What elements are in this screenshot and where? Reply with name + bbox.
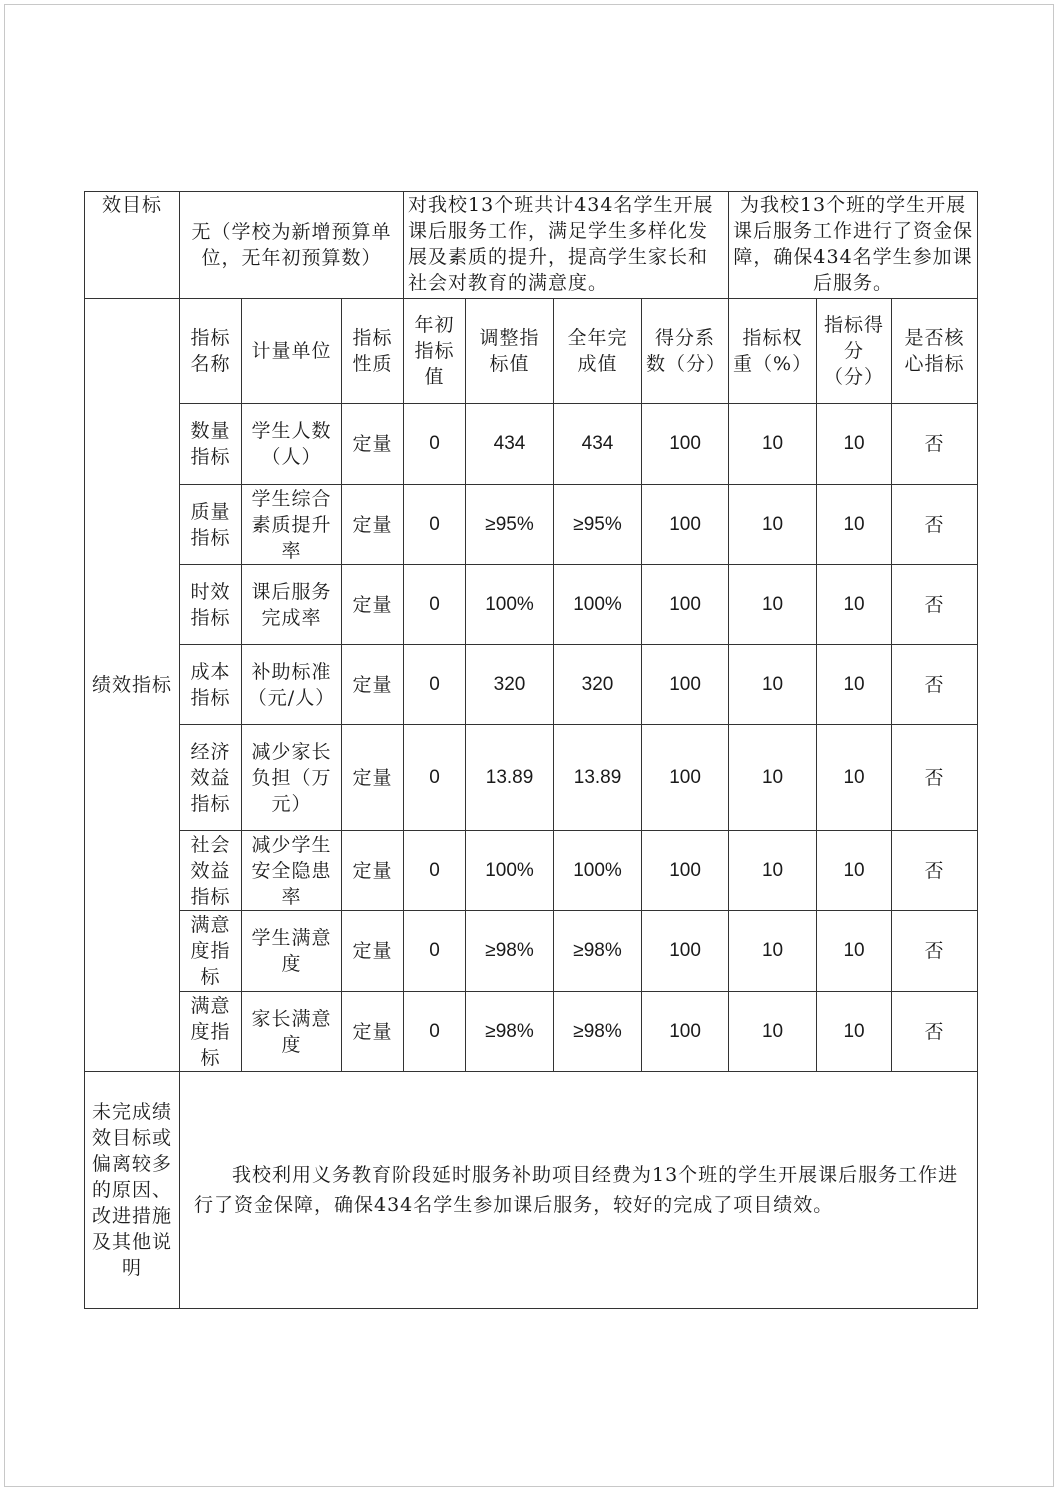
score-coefficient: 100 [642,725,729,831]
indicator-unit: 学生综合素质提升率 [242,485,342,565]
adjusted-value: 320 [466,645,554,725]
initial-value: 0 [404,645,466,725]
note-label: 未完成绩效目标或偏离较多的原因、改进措施及其他说明 [85,1072,180,1309]
header-cell: 全年完成值 [554,299,642,404]
goal-baseline: 无（学校为新增预算单位，无年初预算数） [180,192,404,299]
score-coefficient: 100 [642,404,729,485]
indicator-nature: 定量 [342,565,404,645]
initial-value: 0 [404,725,466,831]
indicator-unit: 补助标准（元/人） [242,645,342,725]
indicator-weight: 10 [729,645,817,725]
header-cell: 指标名称 [180,299,242,404]
adjusted-value: 100% [466,565,554,645]
indicator-name: 时效指标 [180,565,242,645]
indicator-score: 10 [817,831,892,911]
indicator-weight: 10 [729,565,817,645]
table-row [85,911,978,992]
score-coefficient: 100 [642,565,729,645]
indicator-weight: 10 [729,404,817,485]
adjusted-value: 100% [466,831,554,911]
header-cell: 指标性质 [342,299,404,404]
indicator-nature: 定量 [342,485,404,565]
completed-value: 13.89 [554,725,642,831]
indicator-nature: 定量 [342,992,404,1072]
note-text: 我校利用义务教育阶段延时服务补助项目经费为13个班的学生开展课后服务工作进行了资金保障，确保434名学生参加课后服务，较好的完成了项目绩效。 [180,1072,978,1309]
completed-value: 434 [554,404,642,485]
adjusted-value: 434 [466,404,554,485]
goal-label: 效目标 [85,192,180,299]
indicator-score: 10 [817,911,892,992]
completed-value: 320 [554,645,642,725]
goal-actual: 为我校13个班的学生开展课后服务工作进行了资金保障，确保434名学生参加课后服务。 [729,192,978,299]
initial-value: 0 [404,831,466,911]
initial-value: 0 [404,992,466,1072]
core-indicator: 否 [892,645,978,725]
indicator-score: 10 [817,645,892,725]
score-coefficient: 100 [642,992,729,1072]
indicator-name: 数量指标 [180,404,242,485]
indicator-name: 满意度指标 [180,992,242,1072]
adjusted-value: 13.89 [466,725,554,831]
core-indicator: 否 [892,485,978,565]
indicator-score: 10 [817,404,892,485]
indicator-name: 社会效益指标 [180,831,242,911]
indicator-weight: 10 [729,831,817,911]
indicator-nature: 定量 [342,725,404,831]
indicator-header-row [85,299,978,404]
indicator-weight: 10 [729,485,817,565]
goal-expected: 对我校13个班共计434名学生开展课后服务工作，满足学生多样化发展及素质的提升，提高学生家长和社会对教育的满意度。 [404,192,729,299]
indicator-name: 满意度指标 [180,911,242,992]
indicator-nature: 定量 [342,645,404,725]
indicator-unit: 学生满意度 [242,911,342,992]
initial-value: 0 [404,911,466,992]
core-indicator: 否 [892,911,978,992]
indicator-weight: 10 [729,911,817,992]
header-cell: 得分系数（分） [642,299,729,404]
indicator-weight: 10 [729,725,817,831]
indicator-name: 质量指标 [180,485,242,565]
indicator-unit: 减少学生安全隐患率 [242,831,342,911]
adjusted-value: ≥98% [466,911,554,992]
indicator-nature: 定量 [342,404,404,485]
indicator-score: 10 [817,992,892,1072]
initial-value: 0 [404,485,466,565]
indicator-score: 10 [817,725,892,831]
indicator-nature: 定量 [342,911,404,992]
indicator-name: 成本指标 [180,645,242,725]
goal-row [85,192,978,299]
indicator-name: 经济效益指标 [180,725,242,831]
score-coefficient: 100 [642,645,729,725]
table-row [85,565,978,645]
header-cell: 指标权重（%） [729,299,817,404]
table-row [85,725,978,831]
core-indicator: 否 [892,565,978,645]
header-cell: 是否核心指标 [892,299,978,404]
core-indicator: 否 [892,725,978,831]
completed-value: ≥95% [554,485,642,565]
table-row [85,485,978,565]
adjusted-value: ≥98% [466,992,554,1072]
header-cell: 计量单位 [242,299,342,404]
table-row [85,404,978,485]
indicator-nature: 定量 [342,831,404,911]
performance-table [84,191,978,1309]
core-indicator: 否 [892,404,978,485]
indicator-unit: 课后服务完成率 [242,565,342,645]
score-coefficient: 100 [642,485,729,565]
score-coefficient: 100 [642,911,729,992]
completed-value: ≥98% [554,992,642,1072]
indicator-unit: 学生人数（人） [242,404,342,485]
score-coefficient: 100 [642,831,729,911]
completed-value: ≥98% [554,911,642,992]
indicator-unit: 家长满意度 [242,992,342,1072]
core-indicator: 否 [892,992,978,1072]
indicator-weight: 10 [729,992,817,1072]
header-cell: 指标得分（分） [817,299,892,404]
indicator-unit: 减少家长负担（万元） [242,725,342,831]
core-indicator: 否 [892,831,978,911]
indicator-section-label: 绩效指标 [85,299,180,1072]
indicator-score: 10 [817,565,892,645]
header-cell: 年初指标值 [404,299,466,404]
table-row [85,645,978,725]
completed-value: 100% [554,831,642,911]
indicator-score: 10 [817,485,892,565]
table-row [85,831,978,911]
adjusted-value: ≥95% [466,485,554,565]
completed-value: 100% [554,565,642,645]
note-row [85,1072,978,1309]
table-row [85,992,978,1072]
initial-value: 0 [404,404,466,485]
header-cell: 调整指标值 [466,299,554,404]
initial-value: 0 [404,565,466,645]
